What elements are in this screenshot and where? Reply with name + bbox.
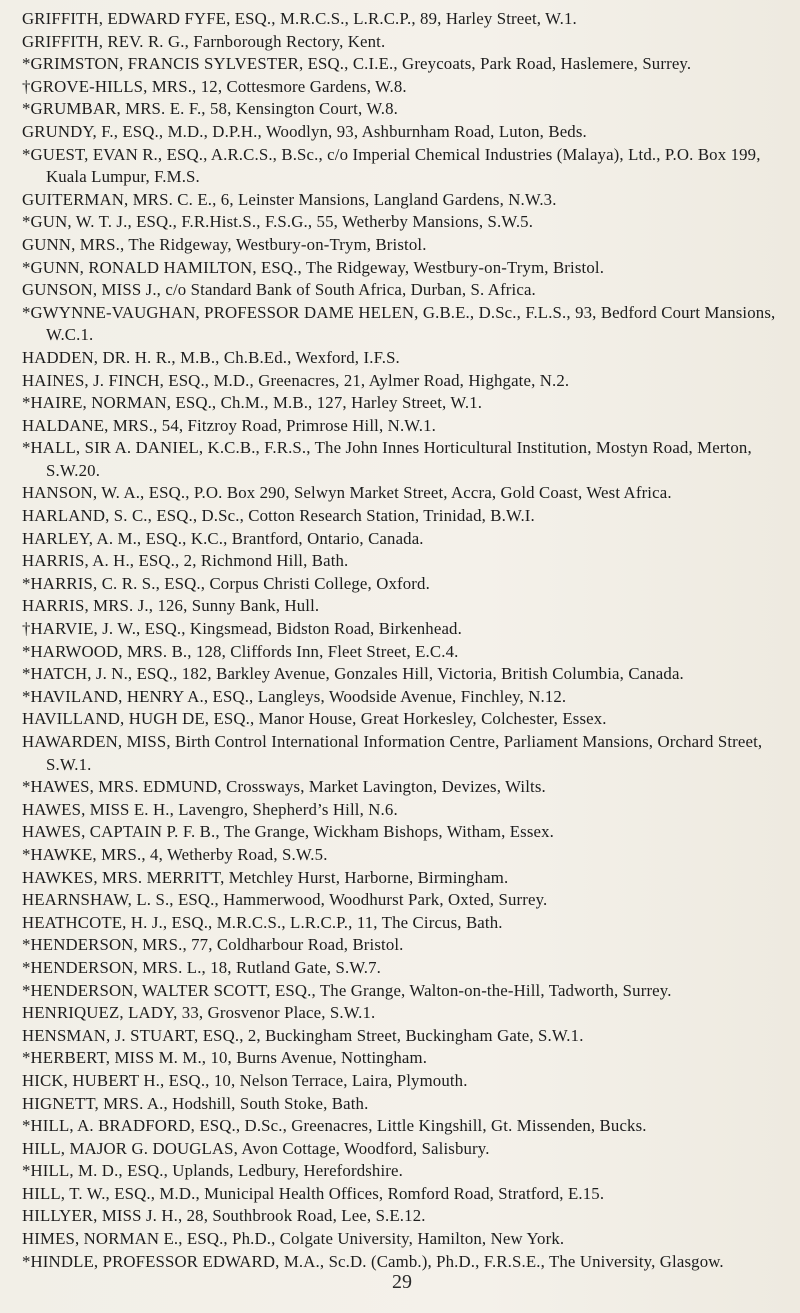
entry-name: HARLEY,	[22, 528, 94, 548]
entry-name: *HERBERT,	[22, 1048, 111, 1068]
entry-name: *GUNN,	[22, 257, 84, 277]
list-entry	[22, 53, 792, 76]
list-entry	[22, 505, 792, 528]
list-entry	[22, 392, 792, 415]
entry-name: HAVILLAND,	[22, 709, 125, 729]
entry-details: T. W., ESQ., M.D., Municipal Health Offices, Romford Road, Stratford, E.15.	[65, 1183, 605, 1203]
entry-details: MRS. L., 18, Rutland Gate, S.W.7.	[137, 957, 382, 977]
list-entry	[22, 144, 792, 189]
entry-details: A. M., ESQ., K.C., Brantford, Ontario, Canada.	[93, 528, 424, 548]
entry-details: HUGH DE, ESQ., Manor House, Great Horkesley, Colchester, Essex.	[124, 709, 607, 729]
entry-details: W. T. J., ESQ., F.R.Hist.S., F.S.G., 55, Wetherby Mansions, S.W.5.	[71, 212, 534, 232]
page-number: 29	[392, 1271, 412, 1293]
list-entry	[22, 1205, 792, 1228]
entry-details: MISS M. M., 10, Burns Avenue, Nottingham.	[110, 1048, 428, 1068]
list-entry	[22, 799, 792, 822]
list-entry	[22, 595, 792, 618]
entry-details: L. S., ESQ., Hammerwood, Woodhurst Park, Oxted, Surrey.	[132, 890, 548, 910]
entry-details: C. R. S., ESQ., Corpus Christi College, Oxford.	[97, 573, 430, 593]
list-entry	[22, 302, 792, 347]
list-entry	[22, 189, 792, 212]
list-entry	[22, 257, 792, 280]
list-entry	[22, 31, 792, 54]
entry-name: *HAVILAND,	[22, 686, 123, 706]
entry-details: S. C., ESQ., D.Sc., Cotton Research Station, Trinidad, B.W.I.	[109, 506, 535, 526]
list-entry	[22, 912, 792, 935]
entry-name: *GRUMBAR,	[22, 99, 121, 119]
entry-name: HAWES,	[22, 799, 86, 819]
entry-name: *HILL,	[22, 1116, 74, 1136]
entry-details: RONALD HAMILTON, ESQ., The Ridgeway, Westbury-on-Trym, Bristol.	[83, 257, 605, 277]
entry-details: WALTER SCOTT, ESQ., The Grange, Walton-on-the-Hill, Tadworth, Surrey.	[137, 980, 672, 1000]
entry-details: MRS., 54, Fitzroy Road, Primrose Hill, N.W.1.	[108, 415, 436, 435]
entry-details: J. FINCH, ESQ., M.D., Greenacres, 21, Aylmer Road, Highgate, N.2.	[88, 370, 570, 390]
list-entry	[22, 8, 792, 31]
list-entry	[22, 370, 792, 393]
list-entry	[22, 980, 792, 1003]
list-entry	[22, 528, 792, 551]
entry-name: *HENDERSON,	[22, 957, 138, 977]
entry-details: MRS., 12, Cottesmore Gardens, W.8.	[147, 76, 407, 96]
entry-name: GRIFFITH,	[22, 9, 104, 28]
entry-details: MRS. B., 128, Cliffords Inn, Fleet Street, E.C.4.	[122, 641, 459, 661]
entry-name: HENRIQUEZ,	[22, 1003, 124, 1023]
entry-name: *GUN,	[22, 212, 72, 232]
entry-details: MRS. E. F., 58, Kensington Court, W.8.	[120, 99, 399, 119]
entry-details: MRS., 77, Coldharbour Road, Bristol.	[137, 935, 404, 955]
list-entry	[22, 867, 792, 890]
entry-details: J. N., ESQ., 182, Barkley Avenue, Gonzales Hill, Victoria, British Columbia, Canada.	[91, 664, 684, 684]
entry-name: *HARWOOD,	[22, 641, 123, 661]
entry-details: NORMAN, ESQ., Ch.M., M.B., 127, Harley Street, W.1.	[86, 393, 483, 413]
entry-name: HADDEN,	[22, 347, 99, 367]
entry-name: HAWARDEN,	[22, 732, 123, 751]
entry-name: *HILL,	[22, 1161, 74, 1181]
list-entry	[22, 708, 792, 731]
entry-name: HILL,	[22, 1138, 66, 1158]
entry-name: GUITERMAN,	[22, 189, 129, 209]
list-entry	[22, 550, 792, 573]
entry-details: FRANCIS SYLVESTER, ESQ., C.I.E., Greycoats, Park Road, Haslemere, Surrey.	[123, 54, 692, 74]
list-entry	[22, 211, 792, 234]
entry-details: MRS. A., Hodshill, South Stoke, Bath.	[98, 1093, 369, 1113]
entry-details: REV. R. G., Farnborough Rectory, Kent.	[103, 31, 386, 51]
list-entry	[22, 844, 792, 867]
list-entry	[22, 776, 792, 799]
entry-name: HILL,	[22, 1183, 66, 1203]
list-entry	[22, 957, 792, 980]
entry-details: A. BRADFORD, ESQ., D.Sc., Greenacres, Little Kingshill, Gt. Missenden, Bucks.	[73, 1116, 647, 1136]
entry-details: MRS., The Ridgeway, Westbury-on-Trym, Bristol.	[75, 234, 427, 254]
list-entry	[22, 663, 792, 686]
entry-details: SIR A. DANIEL, K.C.B., F.R.S., The John Innes Horticultural Institution, Mostyn Road, Merton, S.W.20.	[46, 438, 752, 480]
list-entry	[22, 347, 792, 370]
entry-name: *HENDERSON,	[22, 935, 138, 955]
entry-details: EDWARD FYFE, ESQ., M.R.C.S., L.R.C.P., 89, Harley Street, W.1.	[103, 9, 577, 28]
list-entry	[22, 437, 792, 482]
entry-name: HEATHCOTE,	[22, 912, 127, 932]
entry-details: PROFESSOR DAME HELEN, G.B.E., D.Sc., F.L.S., 93, Bedford Court Mansions, W.C.1.	[46, 302, 776, 345]
entry-name: HIGNETT,	[22, 1093, 99, 1113]
entry-details: M. D., ESQ., Uplands, Ledbury, Herefordshire.	[73, 1161, 403, 1181]
list-entry	[22, 1025, 792, 1048]
list-entry	[22, 1002, 792, 1025]
entry-details: MISS, Birth Control International Information Centre, Parliament Mansions, Orchard Street, S.W.1.	[46, 732, 763, 774]
entry-name: HEARNSHAW,	[22, 890, 133, 910]
entry-name: GUNSON,	[22, 280, 98, 300]
list-entry	[22, 1093, 792, 1116]
list-entry	[22, 618, 792, 641]
entry-name: *HAWES,	[22, 777, 94, 797]
list-entry	[22, 1183, 792, 1206]
member-list	[22, 8, 792, 1273]
entry-details: W. A., ESQ., P.O. Box 290, Selwyn Market Street, Accra, Gold Coast, West Africa.	[97, 483, 672, 503]
list-entry	[22, 1115, 792, 1138]
list-entry	[22, 934, 792, 957]
list-entry	[22, 889, 792, 912]
entry-name: *HAIRE,	[22, 393, 87, 413]
list-entry	[22, 1138, 792, 1161]
entry-details: MRS. J., 126, Sunny Bank, Hull.	[88, 596, 320, 616]
entry-name: †GROVE-HILLS,	[22, 76, 148, 96]
entry-details: MISS E. H., Lavengro, Shepherd’s Hill, N.6.	[85, 799, 398, 819]
list-entry	[22, 98, 792, 121]
entry-details: CAPTAIN P. F. B., The Grange, Wickham Bishops, Witham, Essex.	[85, 822, 555, 842]
entry-name: HAWKES,	[22, 867, 98, 887]
entry-details: MISS J., c/o Standard Bank of South Africa, Durban, S. Africa.	[97, 280, 536, 300]
entry-details: HUBERT H., ESQ., 10, Nelson Terrace, Laira, Plymouth.	[67, 1070, 468, 1090]
entry-name: HILLYER,	[22, 1206, 98, 1226]
entry-name: HENSMAN,	[22, 1025, 111, 1045]
list-entry	[22, 415, 792, 438]
entry-name: *HALL,	[22, 438, 81, 458]
list-entry	[22, 1251, 792, 1274]
entry-name: †HARVIE,	[22, 619, 98, 639]
entry-name: *HARRIS,	[22, 573, 98, 593]
list-entry	[22, 1047, 792, 1070]
entry-details: J. W., ESQ., Kingsmead, Bidston Road, Birkenhead.	[97, 619, 462, 639]
entry-name: HAINES,	[22, 370, 89, 390]
entry-details: MISS J. H., 28, Southbrook Road, Lee, S.E.12.	[97, 1206, 426, 1226]
entry-details: MRS. MERRITT, Metchley Hurst, Harborne, Birmingham.	[97, 867, 509, 887]
list-entry	[22, 76, 792, 99]
list-entry	[22, 1160, 792, 1183]
entry-details: A. H., ESQ., 2, Richmond Hill, Bath.	[88, 551, 349, 571]
entry-details: HENRY A., ESQ., Langleys, Woodside Avenue, Finchley, N.12.	[122, 686, 567, 706]
entry-name: *HENDERSON,	[22, 980, 138, 1000]
list-entry	[22, 1228, 792, 1251]
entry-name: HIMES,	[22, 1229, 80, 1249]
entry-details: F., ESQ., M.D., D.P.H., Woodlyn, 93, Ashburnham Road, Luton, Beds.	[96, 121, 587, 141]
entry-details: MAJOR G. DOUGLAS, Avon Cottage, Woodford, Salisbury.	[65, 1138, 490, 1158]
list-entry	[22, 573, 792, 596]
entry-details: H. J., ESQ., M.R.C.S., L.R.C.P., 11, The Circus, Bath.	[126, 912, 503, 932]
entry-details: MRS. C. E., 6, Leinster Mansions, Langland Gardens, N.W.3.	[128, 189, 557, 209]
entry-name: HANSON,	[22, 483, 98, 503]
list-entry	[22, 686, 792, 709]
list-entry	[22, 121, 792, 144]
entry-name: HARLAND,	[22, 506, 110, 526]
entry-details: DR. H. R., M.B., Ch.B.Ed., Wexford, I.F.S.	[98, 347, 400, 367]
entry-name: *HAWKE,	[22, 844, 97, 864]
entry-details: PROFESSOR EDWARD, M.A., Sc.D. (Camb.), Ph.D., F.R.S.E., The University, Glasgow.	[98, 1251, 724, 1271]
list-entry	[22, 234, 792, 257]
entry-name: *GUEST,	[22, 144, 89, 164]
entry-name: HICK,	[22, 1070, 68, 1090]
list-entry	[22, 731, 792, 776]
entry-name: HAWES,	[22, 822, 86, 842]
list-entry	[22, 821, 792, 844]
entry-name: *GWYNNE-VAUGHAN,	[22, 302, 200, 322]
entry-name: *GRIMSTON,	[22, 54, 124, 74]
entry-details: EVAN R., ESQ., A.R.C.S., B.Sc., c/o Imperial Chemical Industries (Malaya), Ltd., P.O. Box 199, Kuala Lumpur, F.M.S.	[46, 144, 761, 187]
entry-details: J. STUART, ESQ., 2, Buckingham Street, Buckingham Gate, S.W.1.	[110, 1025, 584, 1045]
list-entry	[22, 279, 792, 302]
entry-name: *HINDLE,	[22, 1251, 99, 1271]
entry-name: HARRIS,	[22, 596, 89, 616]
list-entry	[22, 1070, 792, 1093]
entry-details: MRS., 4, Wetherby Road, S.W.5.	[96, 844, 328, 864]
entry-name: GRIFFITH,	[22, 31, 104, 51]
entry-name: *HATCH,	[22, 664, 92, 684]
list-entry	[22, 482, 792, 505]
entry-name: HARRIS,	[22, 551, 89, 571]
entry-details: MRS. EDMUND, Crossways, Market Lavington, Devizes, Wilts.	[93, 777, 546, 797]
entry-details: NORMAN E., ESQ., Ph.D., Colgate University, Hamilton, New York.	[79, 1229, 565, 1249]
entry-details: LADY, 33, Grosvenor Place, S.W.1.	[123, 1003, 376, 1023]
entry-name: GUNN,	[22, 234, 76, 254]
entry-name: HALDANE,	[22, 415, 109, 435]
list-entry	[22, 641, 792, 664]
entry-name: GRUNDY,	[22, 121, 97, 141]
